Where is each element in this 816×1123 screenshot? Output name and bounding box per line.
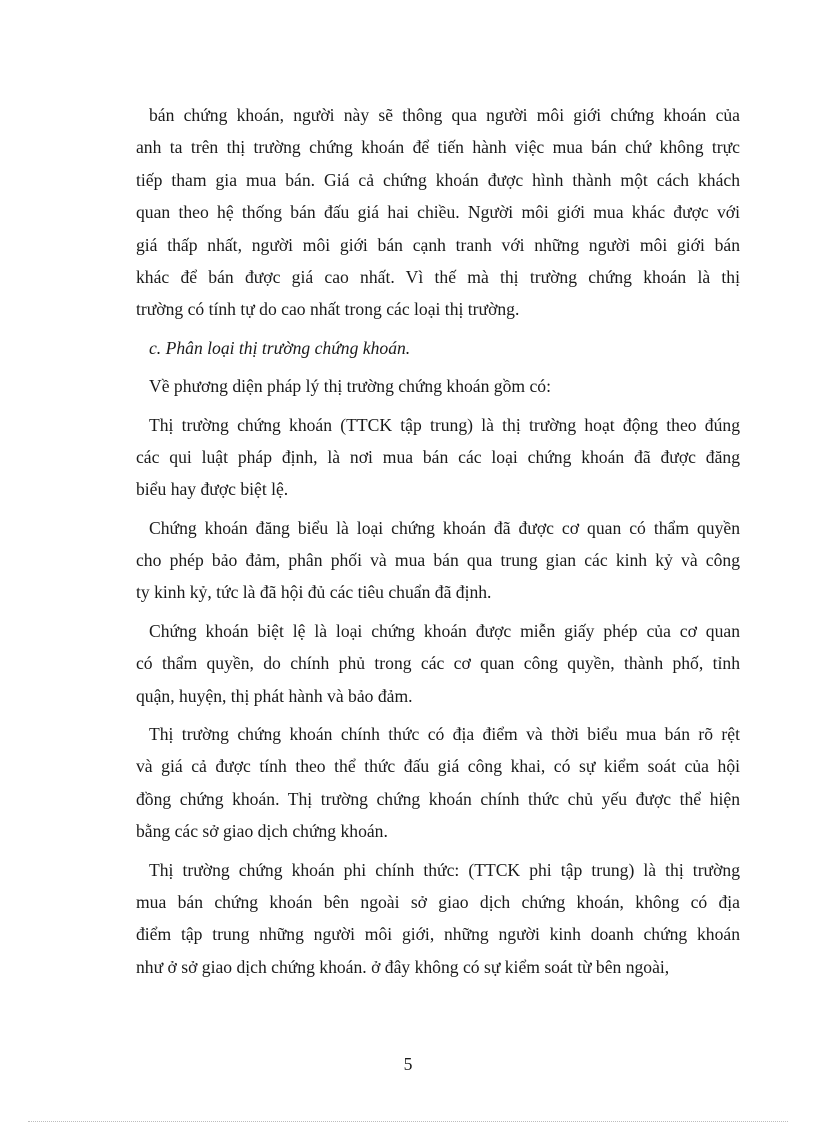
page-number: 5 <box>403 1054 413 1074</box>
text-line: Thị trường chứng khoán (TTCK tập trung) là thị trường hoạt động theo đúng <box>149 414 740 435</box>
text-line: Chứng khoán đăng biểu là loại chứng khoán đã được cơ quan có thẩm quyền <box>149 517 740 538</box>
text-line: đồng chứng khoán. Thị trường chứng khoán chính thức chủ yếu được thể hiện <box>136 788 740 809</box>
text-line: khác để bán được giá cao nhất. Vì thế mà thị trường chứng khoán là thị <box>136 266 740 287</box>
body-text <box>136 99 740 983</box>
text-line: quan theo hệ thống bán đấu giá hai chiều. Người môi giới mua khác được với <box>136 202 740 223</box>
text-line: như ở sở giao dịch chứng khoán. ở đây không có sự kiểm soát từ bên ngoài, <box>136 956 670 977</box>
text-line: Về phương diện pháp lý thị trường chứng khoán gồm có: <box>149 376 551 397</box>
text-line: ty kinh kỷ, tức là đã hội đủ các tiêu chuẩn đã định. <box>136 582 492 603</box>
text-line: tiếp tham gia mua bán. Giá cả chứng khoán được hình thành một cách khách <box>136 169 740 190</box>
paragraph <box>136 409 740 506</box>
text-line: cho phép bảo đảm, phân phối và mua bán qua trung gian các kinh kỷ và công <box>136 550 740 571</box>
text-line: mua bán chứng khoán bên ngoài sở giao dịch chứng khoán, không có địa <box>136 891 740 912</box>
text-line: có thẩm quyền, do chính phủ trong các cơ quan công quyền, thành phố, tỉnh <box>136 653 740 674</box>
text-line: điểm tập trung những người môi giới, những người kinh doanh chứng khoán <box>136 924 740 945</box>
paragraph <box>136 854 740 984</box>
text-line: bán chứng khoán, người này sẽ thông qua người môi giới chứng khoán của <box>149 105 740 125</box>
page-boundary-divider <box>28 1121 788 1122</box>
text-line: các qui luật pháp định, là nơi mua bán các loại chứng khoán đã được đăng <box>136 446 740 467</box>
text-line: c. Phân loại thị trường chứng khoán. <box>149 337 411 358</box>
text-line: bằng các sở giao dịch chứng khoán. <box>136 821 388 842</box>
text-line: trường có tính tự do cao nhất trong các loại thị trường. <box>136 299 520 320</box>
text-line: quận, huyện, thị phát hành và bảo đảm. <box>136 685 413 706</box>
paragraph <box>136 370 740 402</box>
text-line: Chứng khoán biệt lệ là loại chứng khoán được miễn giấy phép của cơ quan <box>149 620 740 641</box>
text-line: biểu hay được biệt lệ. <box>136 479 289 500</box>
text-line: anh ta trên thị trường chứng khoán để tiến hành việc mua bán chứ không trực <box>136 137 740 158</box>
text-line: Thị trường chứng khoán phi chính thức: (TTCK phi tập trung) là thị trường <box>149 859 740 880</box>
text-line: Thị trường chứng khoán chính thức có địa điểm và thời biểu mua bán rõ rệt <box>149 724 740 745</box>
section-heading <box>136 332 740 364</box>
paragraph <box>136 615 740 712</box>
paragraph <box>136 512 740 609</box>
paragraph <box>136 99 740 326</box>
paragraph <box>136 718 740 848</box>
text-line: và giá cả được tính theo thể thức đấu giá công khai, có sự kiểm soát của hội <box>136 756 740 777</box>
text-line: giá thấp nhất, người môi giới bán cạnh tranh với những người môi giới bán <box>136 234 740 255</box>
